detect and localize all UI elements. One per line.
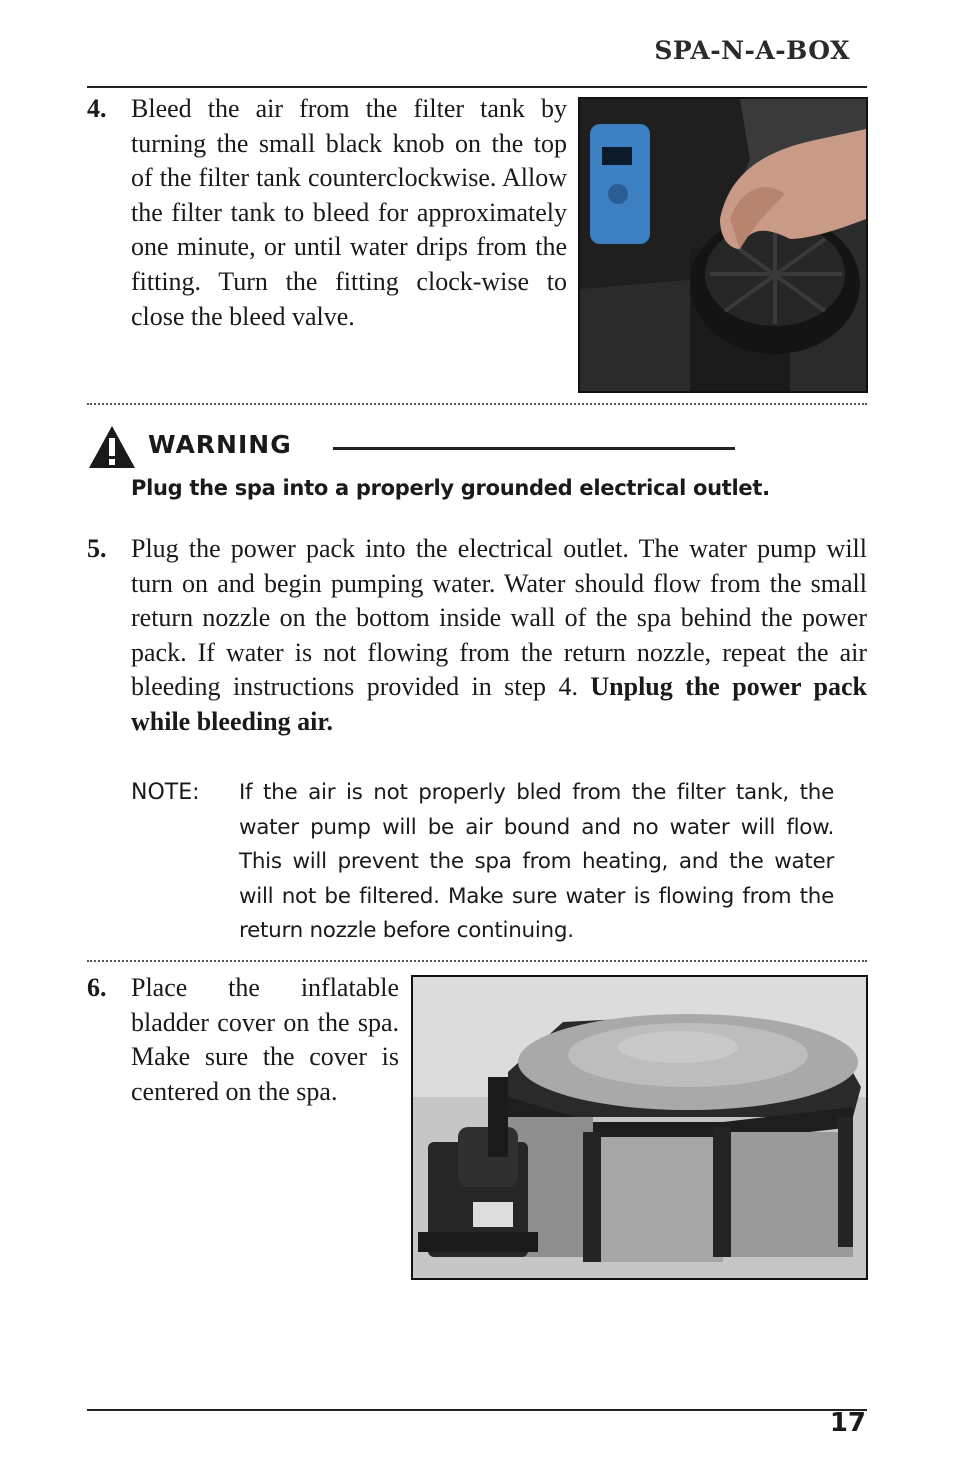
note-text: If the air is not properly bled from the filter tank, the water pump will be air bound and no water will flow. This will prevent the spa from heating, and the water will not be filtered. Make sure water is flowing from the return nozzle before continuing. — [239, 780, 834, 944]
brand-header: SPA-N-A-BOX — [654, 36, 850, 65]
warning-rule — [333, 447, 735, 450]
header-rule — [87, 86, 867, 88]
spa-image — [413, 977, 866, 1278]
warning-label: WARNING — [148, 430, 292, 459]
warning-triangle-icon — [87, 424, 137, 470]
spa-cover-photo — [411, 975, 868, 1280]
step-6-number: 6. — [87, 973, 107, 1002]
divider-dotted-2 — [87, 960, 867, 962]
step-5-paragraph — [131, 532, 867, 740]
page-number: 17 — [829, 1408, 866, 1438]
step-5-text: Plug the power pack into the electrical outlet. The water pump will turn on and begin pumping water. Water should flow from the small return nozzle on the bottom inside wall of the spa behind the power pack. If water is not flowing from the return nozzle, repeat the air bleeding instructions provided in step 4. — [131, 534, 867, 702]
footer-rule — [87, 1409, 867, 1411]
warning-text: Plug the spa into a properly grounded electrical outlet. — [131, 476, 770, 500]
note-label: NOTE: — [131, 780, 200, 805]
divider-dotted-1 — [87, 403, 867, 405]
step-5-number: 5. — [87, 534, 107, 563]
filter-tank-photo — [578, 97, 868, 393]
filter-tank-image — [580, 99, 866, 391]
step-4-number: 4. — [87, 94, 107, 123]
step-4-text: Bleed the air from the filter tank by turning the small black knob on the top of the filter tank counterclockwise. Allow the filter tank to bleed for approximately one minute, or until water drips from the fitting. Turn the fitting clock-wise to close the bleed valve. — [131, 94, 567, 331]
step-5-bold-text: Unplug the power pack while bleeding air. — [131, 672, 867, 736]
step-6-text: Place the inflatable bladder cover on the spa. Make sure the cover is centered on the spa. — [131, 973, 399, 1106]
